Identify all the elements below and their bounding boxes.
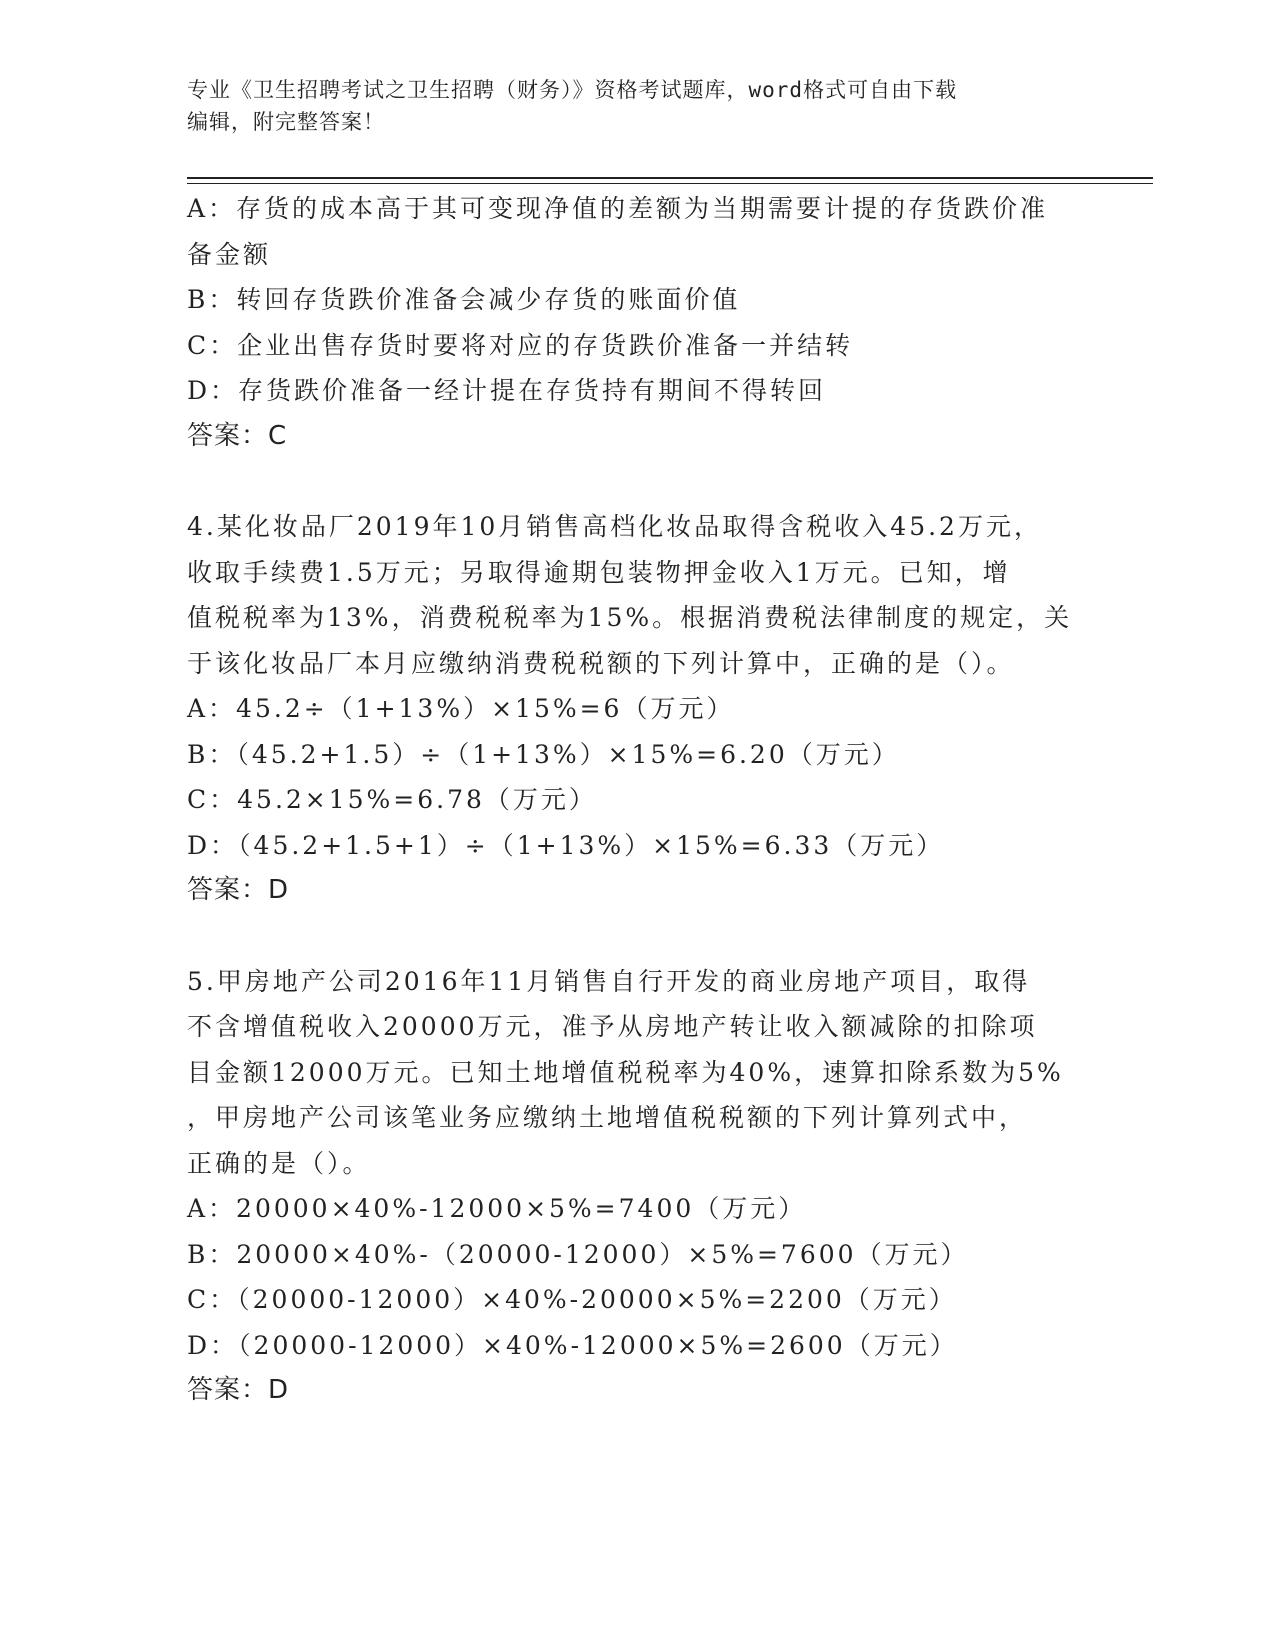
q5-stem-line-1: 5.甲房地产公司2016年11月销售自行开发的商业房地产项目，取得 <box>187 966 1031 996</box>
q4-stem-line-4: 于该化妆品厂本月应缴纳消费税税额的下列计算中，正确的是（）。 <box>187 648 1015 678</box>
q5-stem-line-4: ，甲房地产公司该笔业务应缴纳土地增值税税额的下列计算列式中， <box>187 1103 1028 1132</box>
q5-stem-line-5: 正确的是（）。 <box>187 1148 371 1178</box>
q5-option-a: A：20000×40%-12000×5%=7400（万元） <box>187 1194 807 1223</box>
header-rule-thick <box>187 177 1153 179</box>
q3-answer: 答案：C <box>187 420 288 451</box>
question-3 <box>187 186 1087 459</box>
q3-option-c: C：企业出售存货时要将对应的存货跌价准备一并结转 <box>187 330 854 360</box>
q3-option-a-line-1: A：存货的成本高于其可变现净值的差额为当期需要计提的存货跌价准 <box>187 194 1049 223</box>
q5-option-b: B：20000×40%-（20000-12000）×5%=7600（万元） <box>187 1239 969 1269</box>
q5-option-d: D：（20000-12000）×40%-12000×5%=2600（万元） <box>187 1330 958 1360</box>
header-rule-thin <box>187 183 1153 184</box>
q4-option-d: D：（45.2+1.5+1）÷（1+13%）×15%=6.33（万元） <box>187 830 945 860</box>
question-4 <box>187 504 1087 914</box>
q4-answer: 答案：D <box>187 875 290 905</box>
q5-option-c: C：（20000-12000）×40%-20000×5%=2200（万元） <box>187 1285 957 1314</box>
page-header <box>187 74 1087 138</box>
q4-option-a: A：45.2÷（1+13%）×15%=6（万元） <box>187 694 735 723</box>
q4-stem-line-1: 4.某化妆品厂2019年10月销售高档化妆品取得含税收入45.2万元， <box>187 512 1042 541</box>
document-body <box>187 186 1087 1414</box>
q3-option-b: B：转回存货跌价准备会减少存货的账面价值 <box>187 285 741 314</box>
q3-option-a-line-2: 备金额 <box>187 239 272 269</box>
q5-stem-line-2: 不含增值税收入20000万元，准予从房地产转让收入额减除的扣除项 <box>187 1012 1038 1041</box>
q5-answer: 答案：D <box>187 1375 290 1405</box>
q4-option-c: C：45.2×15%=6.78（万元） <box>187 785 597 814</box>
q4-stem-line-2: 收取手续费1.5万元；另取得逾期包装物押金收入1万元。已知，增 <box>187 557 1011 587</box>
spacer <box>187 459 1087 504</box>
spacer <box>187 914 1087 959</box>
q5-stem-line-3: 目金额12000万元。已知土地增值税税率为40%，速算扣除系数为5% <box>187 1057 1064 1087</box>
q3-option-d: D：存货跌价准备一经计提在存货持有期间不得转回 <box>187 376 827 405</box>
header-line-2: 编辑，附完整答案！ <box>187 110 385 134</box>
question-5 <box>187 959 1087 1414</box>
header-line-1: 专业《卫生招聘考试之卫生招聘（财务）》资格考试题库，word格式可自由下载 <box>187 78 958 102</box>
q4-option-b: B：（45.2+1.5）÷（1+13%）×15%=6.20（万元） <box>187 739 900 769</box>
q4-stem-line-3: 值税税率为13%，消费税税率为15%。根据消费税法律制度的规定，关 <box>187 603 1073 632</box>
